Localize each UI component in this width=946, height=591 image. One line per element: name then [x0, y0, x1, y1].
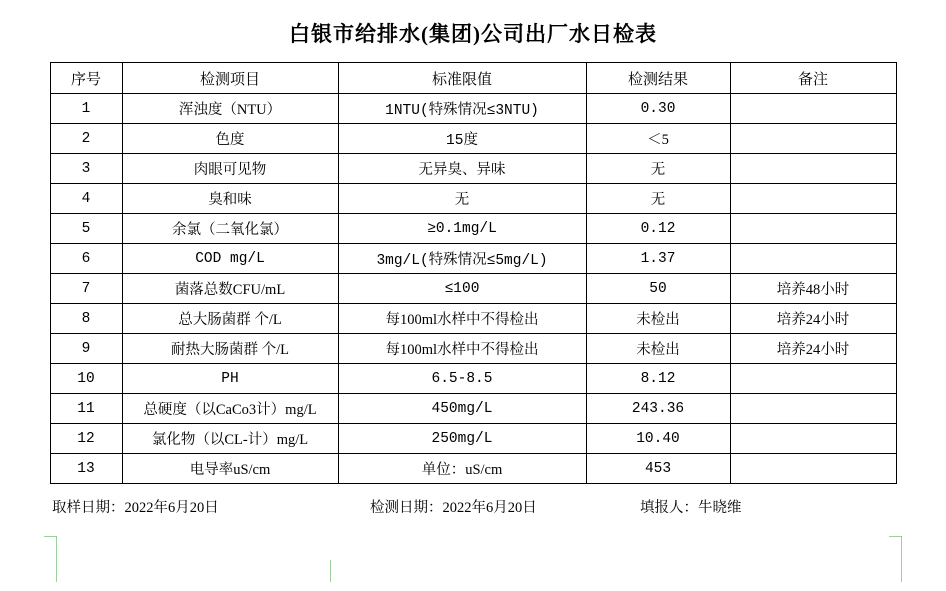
cell-no: 7 — [50, 274, 122, 304]
cell-no: 2 — [50, 124, 122, 154]
column-header-result: 检测结果 — [586, 63, 730, 94]
cell-item: 总大肠菌群 个/L — [122, 304, 338, 334]
cell-limit: 无 — [338, 184, 586, 214]
test-date-label: 检测日期：2022年6月20日 — [370, 500, 537, 516]
cell-result: 未检出 — [586, 334, 730, 364]
table-row — [50, 214, 896, 244]
cell-no: 1 — [50, 94, 122, 124]
cell-result: 未检出 — [586, 304, 730, 334]
cell-result: ＜5 — [586, 124, 730, 154]
cell-no: 11 — [50, 394, 122, 424]
column-header-no: 序号 — [50, 63, 122, 94]
page-title: 白银市给排水(集团)公司出厂水日检表 — [289, 22, 657, 46]
cell-result: 243.36 — [586, 394, 730, 424]
cell-remark — [730, 214, 896, 244]
table-row — [50, 334, 896, 364]
cell-limit: 250mg/L — [338, 424, 586, 454]
column-header-item: 检测项目 — [122, 63, 338, 94]
cell-item: 肉眼可见物 — [122, 154, 338, 184]
cell-item: COD mg/L — [122, 244, 338, 274]
cell-remark: 培养24小时 — [730, 304, 896, 334]
cell-limit: 每100ml水样中不得检出 — [338, 304, 586, 334]
reporter-label: 填报人：牛晓维 — [640, 500, 742, 516]
cell-remark — [730, 124, 896, 154]
table-header-row — [50, 63, 896, 94]
cell-no: 6 — [50, 244, 122, 274]
table-row — [50, 244, 896, 274]
table-row — [50, 184, 896, 214]
crop-mark-left — [56, 536, 57, 582]
cell-no: 5 — [50, 214, 122, 244]
cell-limit: 450mg/L — [338, 394, 586, 424]
table-row — [50, 94, 896, 124]
cell-limit: 无异臭、异味 — [338, 154, 586, 184]
cell-remark — [730, 454, 896, 484]
cell-item: 菌落总数CFU/mL — [122, 274, 338, 304]
table-row — [50, 454, 896, 484]
cell-remark — [730, 184, 896, 214]
cell-result: 0.30 — [586, 94, 730, 124]
cell-remark — [730, 424, 896, 454]
crop-mark-middle — [330, 560, 331, 582]
cell-no: 13 — [50, 454, 122, 484]
table-row — [50, 364, 896, 394]
cell-result: 8.12 — [586, 364, 730, 394]
cell-limit: 1NTU(特殊情况≤3NTU) — [338, 94, 586, 124]
cell-result: 无 — [586, 154, 730, 184]
table-row — [50, 154, 896, 184]
table-row — [50, 124, 896, 154]
cell-limit: 单位：uS/cm — [338, 454, 586, 484]
cell-remark — [730, 394, 896, 424]
cell-result: 无 — [586, 184, 730, 214]
cell-item: 总硬度（以CaCo3计）mg/L — [122, 394, 338, 424]
cell-limit: 每100ml水样中不得检出 — [338, 334, 586, 364]
cell-no: 8 — [50, 304, 122, 334]
cell-result: 0.12 — [586, 214, 730, 244]
cell-item: 耐热大肠菌群 个/L — [122, 334, 338, 364]
cell-no: 12 — [50, 424, 122, 454]
cell-no: 3 — [50, 154, 122, 184]
table-row — [50, 304, 896, 334]
table-row — [50, 394, 896, 424]
cell-remark — [730, 244, 896, 274]
table-row — [50, 274, 896, 304]
water-quality-table — [50, 62, 897, 484]
cell-item: 臭和味 — [122, 184, 338, 214]
report-footer — [50, 496, 896, 520]
column-header-remark: 备注 — [730, 63, 896, 94]
cell-no: 4 — [50, 184, 122, 214]
cell-item: PH — [122, 364, 338, 394]
table-row — [50, 424, 896, 454]
cell-item: 电导率uS/cm — [122, 454, 338, 484]
cell-result: 1.37 — [586, 244, 730, 274]
cell-limit: ≤100 — [338, 274, 586, 304]
cell-remark: 培养24小时 — [730, 334, 896, 364]
cell-remark: 培养48小时 — [730, 274, 896, 304]
cell-result: 10.40 — [586, 424, 730, 454]
sample-date-label: 取样日期：2022年6月20日 — [52, 500, 219, 516]
cell-remark — [730, 94, 896, 124]
cell-limit: 3mg/L(特殊情况≤5mg/L) — [338, 244, 586, 274]
cell-no: 9 — [50, 334, 122, 364]
cell-remark — [730, 364, 896, 394]
cell-item: 余氯（二氧化氯） — [122, 214, 338, 244]
column-header-limit: 标准限值 — [338, 63, 586, 94]
cell-limit: ≥0.1mg/L — [338, 214, 586, 244]
crop-mark-right — [901, 536, 902, 582]
cell-result: 50 — [586, 274, 730, 304]
cell-item: 色度 — [122, 124, 338, 154]
cell-limit: 6.5-8.5 — [338, 364, 586, 394]
cell-no: 10 — [50, 364, 122, 394]
cell-result: 453 — [586, 454, 730, 484]
cell-remark — [730, 154, 896, 184]
cell-item: 氯化物（以CL-计）mg/L — [122, 424, 338, 454]
cell-limit: 15度 — [338, 124, 586, 154]
cell-item: 浑浊度（NTU） — [122, 94, 338, 124]
